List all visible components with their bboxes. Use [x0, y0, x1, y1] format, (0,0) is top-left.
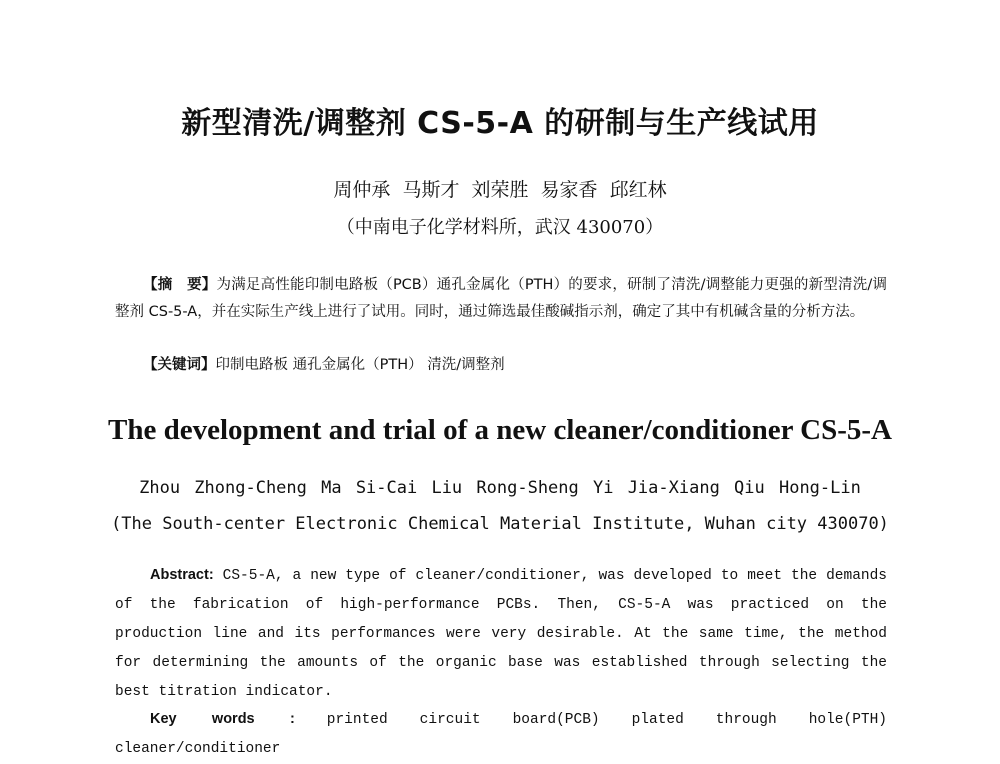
- english-keywords: [115, 705, 887, 764]
- english-keywords-label: Key words :: [150, 711, 295, 727]
- chinese-affiliation: （中南电子化学材料所，武汉 430070）: [336, 217, 664, 238]
- english-authors: Zhou Zhong-Cheng Ma Si-Cai Liu Rong-Sheng Yi Jia-Xiang Qiu Hong-Lin: [139, 478, 861, 498]
- english-abstract: [115, 561, 887, 707]
- english-affiliation: (The South-center Electronic Chemical Material Institute, Wuhan city 430070): [111, 514, 889, 534]
- english-keywords-text: printed circuit board(PCB) plated through hole(PTH) cleaner/conditioner: [115, 712, 888, 757]
- chinese-keywords-label: 【关键词】: [143, 357, 216, 373]
- chinese-authors: 周仲承 马斯才 刘荣胜 易家香 邱红林: [333, 179, 667, 201]
- english-abstract-label: Abstract:: [150, 567, 214, 583]
- chinese-abstract-text: 为满足高性能印制电路板（PCB）通孔金属化（PTH）的要求，研制了清洗/调整能力更强的新型清洗/调整剂 CS-5-A，并在实际生产线上进行了试用。同时，通过筛选最佳酸碱指示剂，确定了其中有机碱含量的分析方法。: [115, 277, 887, 320]
- english-title: The development and trial of a new cleaner/conditioner CS-5-A: [107, 414, 893, 446]
- chinese-keywords: [143, 353, 505, 374]
- chinese-abstract: [115, 272, 887, 326]
- english-abstract-text: CS-5-A, a new type of cleaner/conditioner, was developed to meet the demands of the fabrication of high-performance PCBs. Then, CS-5-A was practiced on the production line and its performances were very desirable. At the same time, the method for determining the amounts of the organic base was established through selecting the best titration indicator.: [115, 568, 887, 700]
- chinese-abstract-label: 【摘 要】: [143, 277, 217, 293]
- chinese-title: 新型清洗/调整剂 CS-5-A 的研制与生产线试用: [181, 106, 819, 141]
- chinese-keywords-text: 印制电路板 通孔金属化（PTH） 清洗/调整剂: [215, 357, 505, 373]
